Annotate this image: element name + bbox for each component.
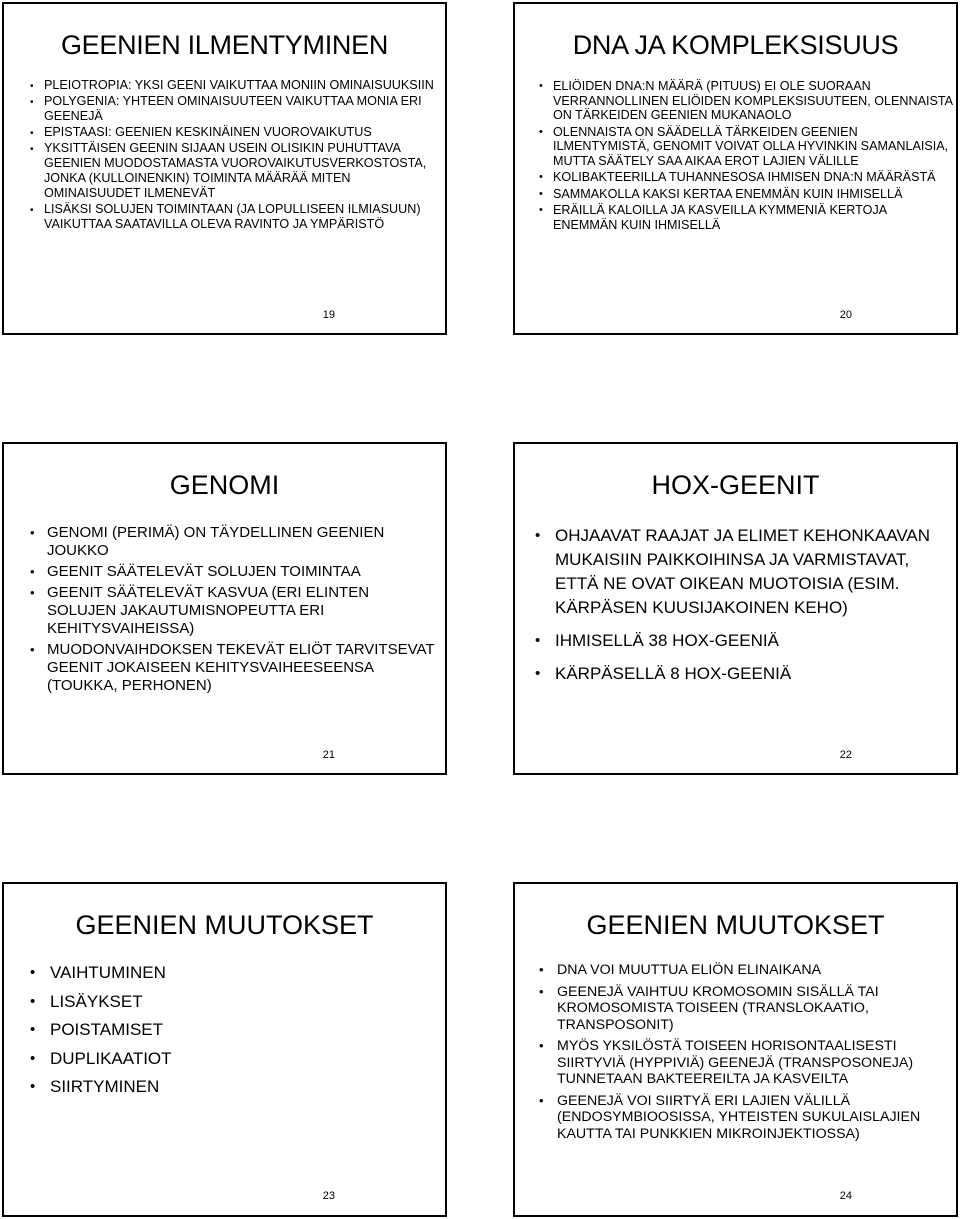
- bullet-list: [539, 79, 954, 234]
- list-item: • GEENIT SÄÄTELEVÄT SOLUJEN TOIMINTAA: [30, 563, 440, 581]
- slide-23: [2, 882, 447, 1217]
- list-item: • ELIÖIDEN DNA:N MÄÄRÄ (PITUUS) EI OLE SUORAAN VERRANNOLLINEN ELIÖIDEN KOMPLEKSISUUTEEN, OLENNAISTA ON TÄRKEIDEN GEENIEN MUKANAOLO: [539, 79, 954, 123]
- slide-number: 19: [322, 309, 335, 321]
- list-item: • DNA VOI MUUTTUA ELIÖN ELINAIKANA: [539, 962, 954, 979]
- slide-number: 21: [322, 749, 335, 761]
- list-item: • VAIHTUMINEN: [30, 962, 440, 984]
- list-item: • KOLIBAKTEERILLA TUHANNESOSA IHMISEN DNA:N MÄÄRÄSTÄ: [539, 170, 954, 185]
- list-item: • YKSITTÄISEN GEENIN SIJAAN USEIN OLISIKIN PUHUTTAVA GEENIEN MUODOSTAMASTA VUOROVAIKUTUSVERKOSTOSTA, JONKA (KULLOINENKIN) TOIMINTA MÄÄRÄÄ MITEN OMINAISUUDET ILMENEVÄT: [30, 141, 440, 201]
- list-item: • OLENNAISTA ON SÄÄDELLÄ TÄRKEIDEN GEENIEN ILMENTYMISTÄ, GENOMIT VOIVAT OLLA HYVINKIN SAMANLAISIA, MUTTA SÄÄTELY SAA AIKAA EROT LAJIEN VÄLILLE: [539, 125, 954, 169]
- slide-21: [2, 442, 447, 775]
- list-item: • IHMISELLÄ 38 HOX-GEENIÄ: [535, 629, 955, 653]
- list-item: • MUODONVAIHDOKSEN TEKEVÄT ELIÖT TARVITSEVAT GEENIT JOKAISEEN KEHITYSVAIHEESEENSA (TOUKKA, PERHONEN): [30, 641, 440, 695]
- slide-title: DNA JA KOMPLEKSISUUS: [572, 30, 899, 60]
- list-item: • GEENEJÄ VAIHTUU KROMOSOMIN SISÄLLÄ TAI KROMOSOMISTA TOISEEN (TRANSLOKAATIO, TRANSPOSONIT): [539, 984, 954, 1034]
- list-item: • GEENEJÄ VOI SIIRTYÄ ERI LAJIEN VÄLILLÄ (ENDOSYMBIOOSISSA, YHTEISTEN SUKULAISLAJIEN KAUTTA TAI PUNKKIEN MIKROINJEKTIOSSA): [539, 1093, 954, 1143]
- list-item: • DUPLIKAATIOT: [30, 1048, 440, 1070]
- slide-number: 22: [839, 749, 852, 761]
- list-item: • OHJAAVAT RAAJAT JA ELIMET KEHONKAAVAN MUKAISIIN PAIKKOIHINSA JA VARMISTAVAT, ETTÄ NE OVAT OIKEAN MUOTOISIA (ESIM. KÄRPÄSEN KUUSIJAKOINEN KEHO): [535, 524, 955, 620]
- slide-number: 23: [322, 1190, 335, 1202]
- slide-title: GEENIEN MUUTOKSET: [586, 910, 885, 940]
- list-item: • POLYGENIA: YHTEEN OMINAISUUTEEN VAIKUTTAA MONIA ERI GEENEJÄ: [30, 94, 440, 124]
- bullet-list: [539, 962, 954, 1147]
- slide-number: 20: [839, 309, 852, 321]
- bullet-list: [535, 524, 955, 695]
- list-item: • KÄRPÄSELLÄ 8 HOX-GEENIÄ: [535, 662, 955, 686]
- list-item: • LISÄKSI SOLUJEN TOIMINTAAN (JA LOPULLISEEN ILMIASUUN) VAIKUTTAA SAATAVILLA OLEVA RAVINTO JA YMPÄRISTÖ: [30, 202, 440, 232]
- list-item: • EPISTAASI: GEENIEN KESKINÄINEN VUOROVAIKUTUS: [30, 125, 440, 140]
- bullet-list: [30, 78, 440, 233]
- slide-19: [2, 2, 447, 335]
- slide-title: GEENIEN ILMENTYMINEN: [60, 30, 389, 60]
- slide-title: HOX-GEENIT: [651, 470, 820, 500]
- list-item: • ERÄILLÄ KALOILLA JA KASVEILLA KYMMENIÄ KERTOJA ENEMMÄN KUIN IHMISELLÄ: [539, 203, 954, 232]
- list-item: • LISÄYKSET: [30, 991, 440, 1013]
- list-item: • SIIRTYMINEN: [30, 1076, 440, 1098]
- slide-number: 24: [839, 1190, 852, 1202]
- slide-24: [513, 882, 958, 1217]
- bullet-list: [30, 962, 440, 1105]
- slide-title: GEENIEN MUUTOKSET: [75, 910, 374, 940]
- list-item: • GEENIT SÄÄTELEVÄT KASVUA (ERI ELINTEN SOLUJEN JAKAUTUMISNOPEUTTA ERI KEHITYSVAIHEISSA): [30, 584, 440, 638]
- slide-title: GENOMI: [169, 470, 280, 500]
- slide-20: [513, 2, 958, 335]
- list-item: • MYÖS YKSILÖSTÄ TOISEEN HORISONTAALISESTI SIIRTYVIÄ (HYPPIVIÄ) GEENEJÄ (TRANSPOSONEJA) TUNNETAAN BAKTEEREILTA JA KASVEILTA: [539, 1038, 954, 1088]
- list-item: • PLEIOTROPIA: YKSI GEENI VAIKUTTAA MONIIN OMINAISUUKSIIN: [30, 78, 440, 93]
- slide-22: [513, 442, 958, 775]
- list-item: • POISTAMISET: [30, 1019, 440, 1041]
- bullet-list: [30, 524, 440, 698]
- list-item: • GENOMI (PERIMÄ) ON TÄYDELLINEN GEENIEN JOUKKO: [30, 524, 440, 560]
- list-item: • SAMMAKOLLA KAKSI KERTAA ENEMMÄN KUIN IHMISELLÄ: [539, 187, 954, 202]
